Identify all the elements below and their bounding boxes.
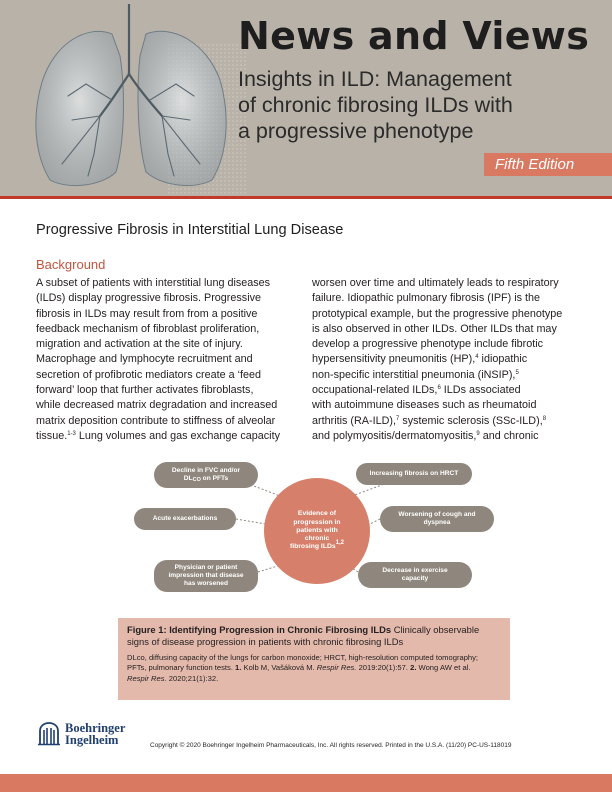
reference-number: 1. [235,663,242,673]
body-text: and polymyositis/dermatomyositis, [312,429,477,442]
center-text: fibrosing ILDs [289,543,336,551]
body-line: worsen over time and ultimately leads to respiratory [312,277,559,289]
node-acute-exacerbations [134,508,236,530]
node-line: Acute exacerbations [152,515,218,522]
reference-text: Wong AW et al. [416,663,471,673]
center-line [289,540,345,551]
node-physician-impression [154,560,258,592]
masthead [0,0,612,198]
copyright-notice: Copyright © 2020 Boehringer Ingelheim Pharmaceuticals, Inc. All rights reserved. Printed in the U.S.A. (11/20) PC-US-118019 [150,742,512,749]
node-cough-dyspnea [380,506,494,532]
body-line: develop a progressive phenotype include fibrotic [312,338,544,351]
subtitle-line: Insights in ILD: Management [238,67,512,91]
node-line: dyspnea [423,519,451,526]
lungs-illustration [16,4,248,196]
logo-line: Ingelheim [65,733,119,747]
body-line: fibrosis in ILDs may result from from a positive [36,307,258,320]
body-line [312,414,584,429]
body-line: migration and activation at the site of injury. [36,338,243,351]
center-line: Evidence of [297,510,337,518]
edition-badge: Fifth Edition [484,153,612,176]
node-line [172,475,240,483]
body-line: with autoimmune diseases such as rheumatoid [312,399,537,412]
body-line [36,429,298,444]
logo-icon [36,720,62,746]
footer-bar [0,774,612,792]
section-heading: Background [36,257,106,272]
reference-text: 2020;21(1):32. [166,673,219,683]
abbreviations: PFTs, pulmonary function tests. [127,663,236,673]
node-line: Decline in FVC and/or [171,467,241,474]
figure-caption [127,624,501,649]
center-line: patients with [296,526,338,534]
body-line: while decreased matrix degradation and increased [36,399,278,412]
body-line: prototypical example, but the progressive phenotype [312,307,563,320]
citation: 5 [515,369,519,376]
node-line: Increasing fibrosis on HRCT [369,470,459,477]
body-text: tissue. [36,429,68,442]
citation: 7 [395,415,400,422]
logo-wordmark [65,722,125,746]
node-line: capacity [401,575,429,582]
figure-label: Figure 1: Identifying Progression in Chronic Fibrosing ILDs [127,624,392,635]
caption-text: signs of disease progression in patients with chronic fibrosing ILDs [127,636,404,648]
body-line [312,383,584,398]
citation: 1,2 [335,540,345,547]
body-text: non-specific interstitial pneumonia (iNSIP), [312,368,516,381]
body-text: occupational-related ILDs, [312,384,438,397]
citation: 8 [542,415,547,422]
diagram-center [264,478,370,584]
journal-name: Respir Res. [127,673,167,683]
body-text: ILDs associated [440,384,521,397]
body-text: idiopathic [478,353,528,366]
newsletter-title: News and Views [238,14,590,58]
body-text: systemic sclerosis (SSc-ILD), [399,414,543,427]
citation: 9 [476,430,480,437]
body-column-left [36,276,298,444]
center-line: progression in [293,518,341,526]
body-line: feedback mechanism of fibroblast proliferation, [36,322,260,335]
reference-number: 2. [410,663,417,673]
abbreviations: DLco, diffusing capacity of the lungs for carbon monoxide; HRCT, high-resolution computed tomography; [127,652,479,662]
journal-name: Respir Res. [316,663,357,673]
body-line: failure. Idiopathic pulmonary fibrosis (IPF) is the [312,292,541,305]
boehringer-logo [36,720,136,750]
center-line: chronic [304,535,330,543]
node-text: on PFTs [200,475,229,482]
body-line: is also observed in other ILDs. Other ILDs that may [312,322,557,335]
node-exercise-capacity [358,562,472,588]
node-hrct [356,463,472,485]
citation: 6 [437,385,441,392]
citation: 4 [475,354,479,361]
node-text: DL [183,475,193,482]
body-text: hypersensitivity pneumonitis (HP), [312,353,476,366]
node-line: Decrease in exercise [382,567,448,574]
body-line: matrix deposition contribute to stiffness of alveolar [36,414,276,427]
progression-diagram [124,456,504,596]
body-text: Lung volumes and gas exchange capacity [75,429,280,442]
logo-line: Boehringer [65,721,126,735]
body-column-right [312,276,584,444]
citation: 1-3 [67,430,76,437]
caption-text: Clinically observable [391,624,480,635]
reference-text: 2019:20(1):57. [356,663,411,673]
reference-text: Kolb M, Vašáková M. [241,663,317,673]
body-line: forward’ loop that further activates fibroblasts, [36,384,254,397]
body-line [312,429,584,444]
body-line: Macrophage and lymphocyte recruitment and [36,353,253,366]
header-divider [0,196,612,199]
subtitle-line: a progressive phenotype [238,119,474,143]
node-fvc-decline [154,462,258,488]
node-line: has worsened [184,580,228,587]
body-line [312,352,584,367]
node-line: impression that disease [168,572,244,579]
figure-footnotes [127,653,501,684]
body-line [312,368,584,383]
subtitle-line: of chronic fibrosing ILDs with [238,93,513,117]
figure-caption-box [118,618,510,700]
node-line: Physician or patient [174,564,238,571]
body-line: secretion of profibrotic mediators create a ‘feed [36,368,262,381]
body-line: A subset of patients with interstitial lung diseases [36,277,271,289]
newsletter-subtitle [238,66,578,144]
body-text: arthritis (RA-ILD), [312,414,396,427]
article-title: Progressive Fibrosis in Interstitial Lung Disease [36,222,344,238]
body-text: and chronic [479,429,539,442]
node-line: Worsening of cough and [398,511,476,518]
body-line: (ILDs) display progressive fibrosis. Progressive [36,292,262,305]
node-subscript: CO [192,477,201,483]
